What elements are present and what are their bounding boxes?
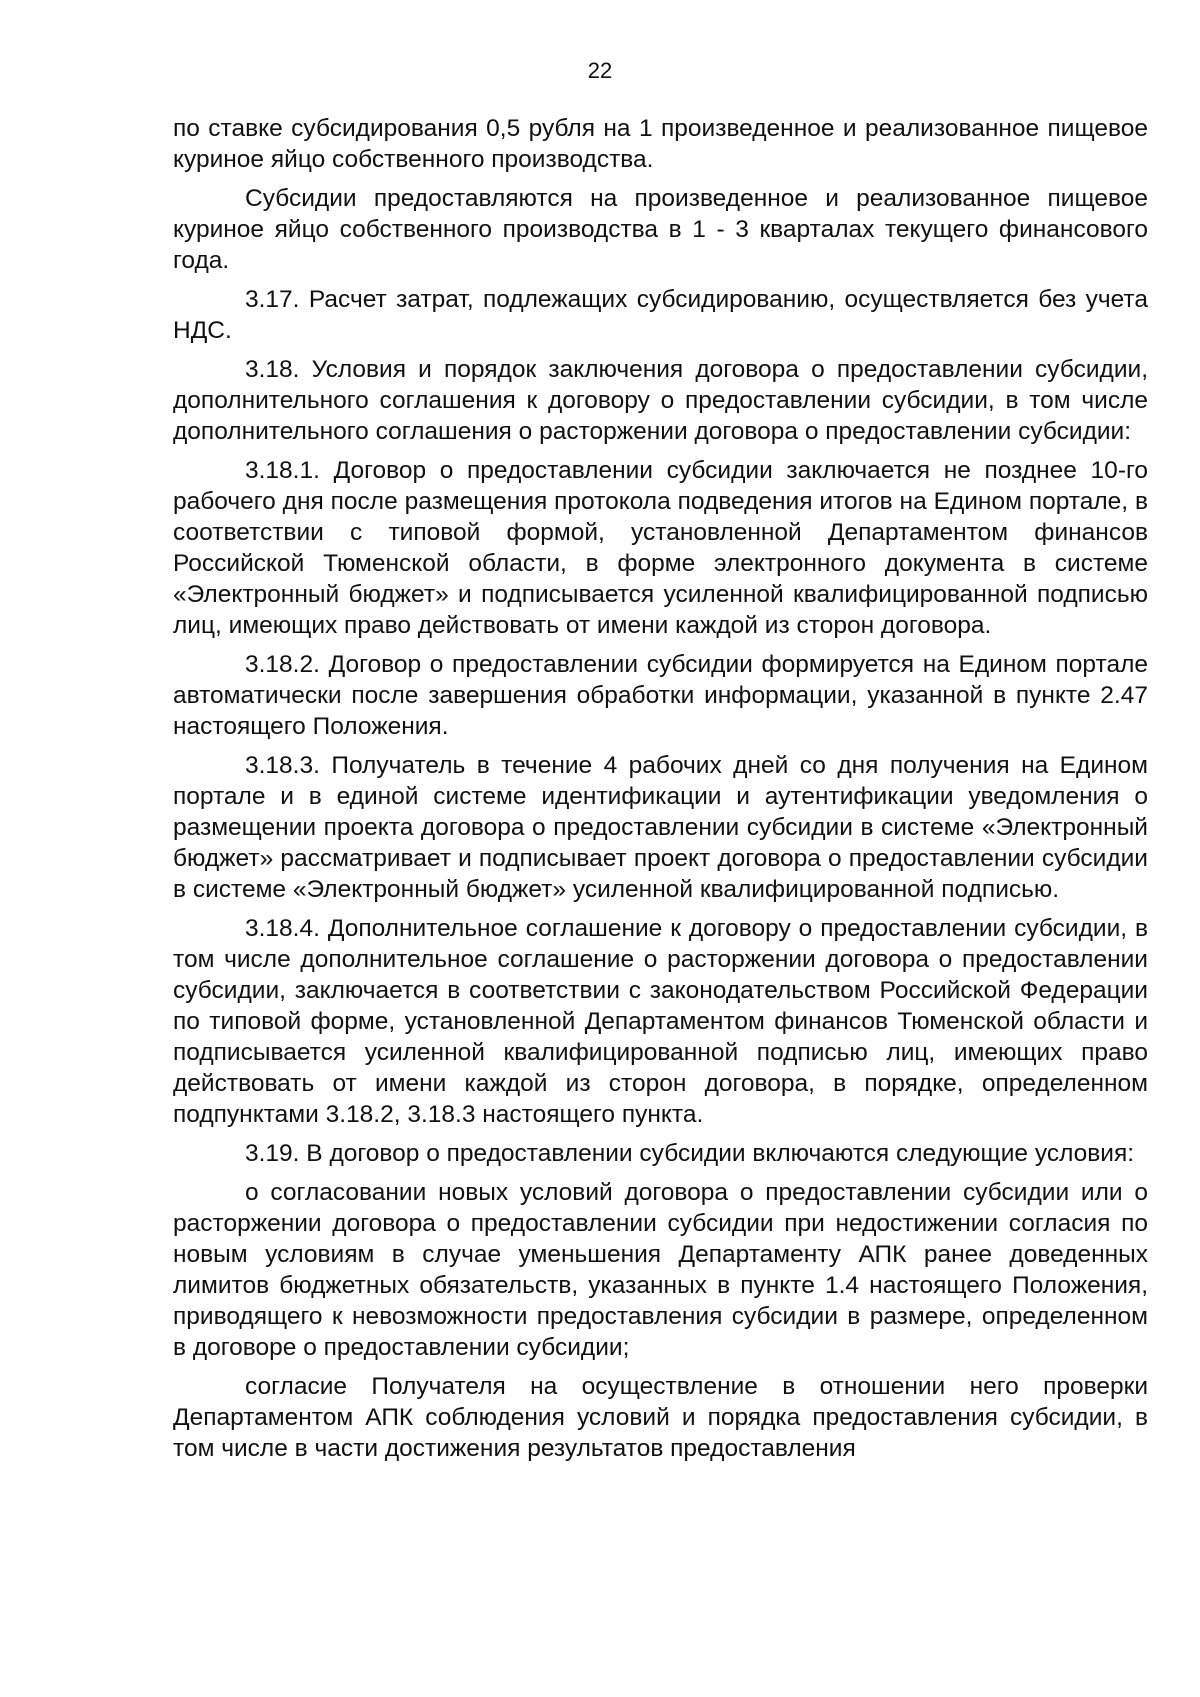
- document-body: [173, 113, 1148, 1472]
- paragraph-3-18-1: 3.18.1. Договор о предоставлении субсидии заключается не позднее 10-го рабочего дня после размещения протокола подведения итогов на Едином портале, в соответствии с типовой формой, установленной Департаментом финансов Российской Тюменской области, в форме электронного документа в системе «Электронный бюджет» и подписывается усиленной квалифицированной подписью лиц, имеющих право действовать от имени каждой из сторон договора.: [173, 457, 1148, 639]
- paragraph-condition-new-terms: о согласовании новых условий договора о предоставлении субсидии или о расторжении договора о предоставлении субсидии при недостижении согласия по новым условиям в случае уменьшения Департаменту АПК ранее доведенных лимитов бюджетных обязательств, указанных в пункте 1.4 настоящего Положения, приводящего к невозможности предоставления субсидии в размере, определенном в договоре о предоставлении субсидии;: [173, 1179, 1148, 1361]
- paragraph-3-19: 3.19. В договор о предоставлении субсидии включаются следующие условия:: [245, 1140, 1135, 1167]
- page-number: 22: [587, 58, 613, 83]
- paragraph-subsidy-quarters: Субсидии предоставляются на произведенное и реализованное пищевое куриное яйцо собственного производства в 1 - 3 кварталах текущего финансового года.: [173, 185, 1148, 274]
- paragraph-3-18: 3.18. Условия и порядок заключения договора о предоставлении субсидии, дополнительного соглашения к договору о предоставлении субсидии, в том числе дополнительного соглашения о расторжении договора о предоставлении субсидии:: [173, 356, 1148, 445]
- paragraph-3-18-2: 3.18.2. Договор о предоставлении субсидии формируется на Едином портале автоматически после завершения обработки информации, указанной в пункте 2.47 настоящего Положения.: [173, 651, 1148, 740]
- paragraph-3-17: 3.17. Расчет затрат, подлежащих субсидированию, осуществляется без учета НДС.: [173, 286, 1148, 344]
- paragraph-3-18-3: 3.18.3. Получатель в течение 4 рабочих дней со дня получения на Едином портале и в единой системе идентификации и аутентификации уведомления о размещении проекта договора о предоставлении субсидии в системе «Электронный бюджет» рассматривает и подписывает проект договора о предоставлении субсидии в системе «Электронный бюджет» усиленной квалифицированной подписью.: [173, 752, 1148, 903]
- paragraph-condition-audit-consent: согласие Получателя на осуществление в отношении него проверки Департаментом АПК соблюдения условий и порядка предоставления субсидии, в том числе в части достижения результатов предоставления: [173, 1373, 1148, 1462]
- paragraph-subsidy-rate: по ставке субсидирования 0,5 рубля на 1 произведенное и реализованное пищевое куриное яйцо собственного производства.: [173, 115, 1148, 173]
- paragraph-3-18-4: 3.18.4. Дополнительное соглашение к договору о предоставлении субсидии, в том числе дополнительное соглашение о расторжении договора о предоставлении субсидии, заключается в соответствии с законодательством Российской Федерации по типовой форме, установленной Департаментом финансов Тюменской области и подписывается усиленной квалифицированной подписью лиц, имеющих право действовать от имени каждой из сторон договора, в порядке, определенном подпунктами 3.18.2, 3.18.3 настоящего пункта.: [173, 915, 1148, 1128]
